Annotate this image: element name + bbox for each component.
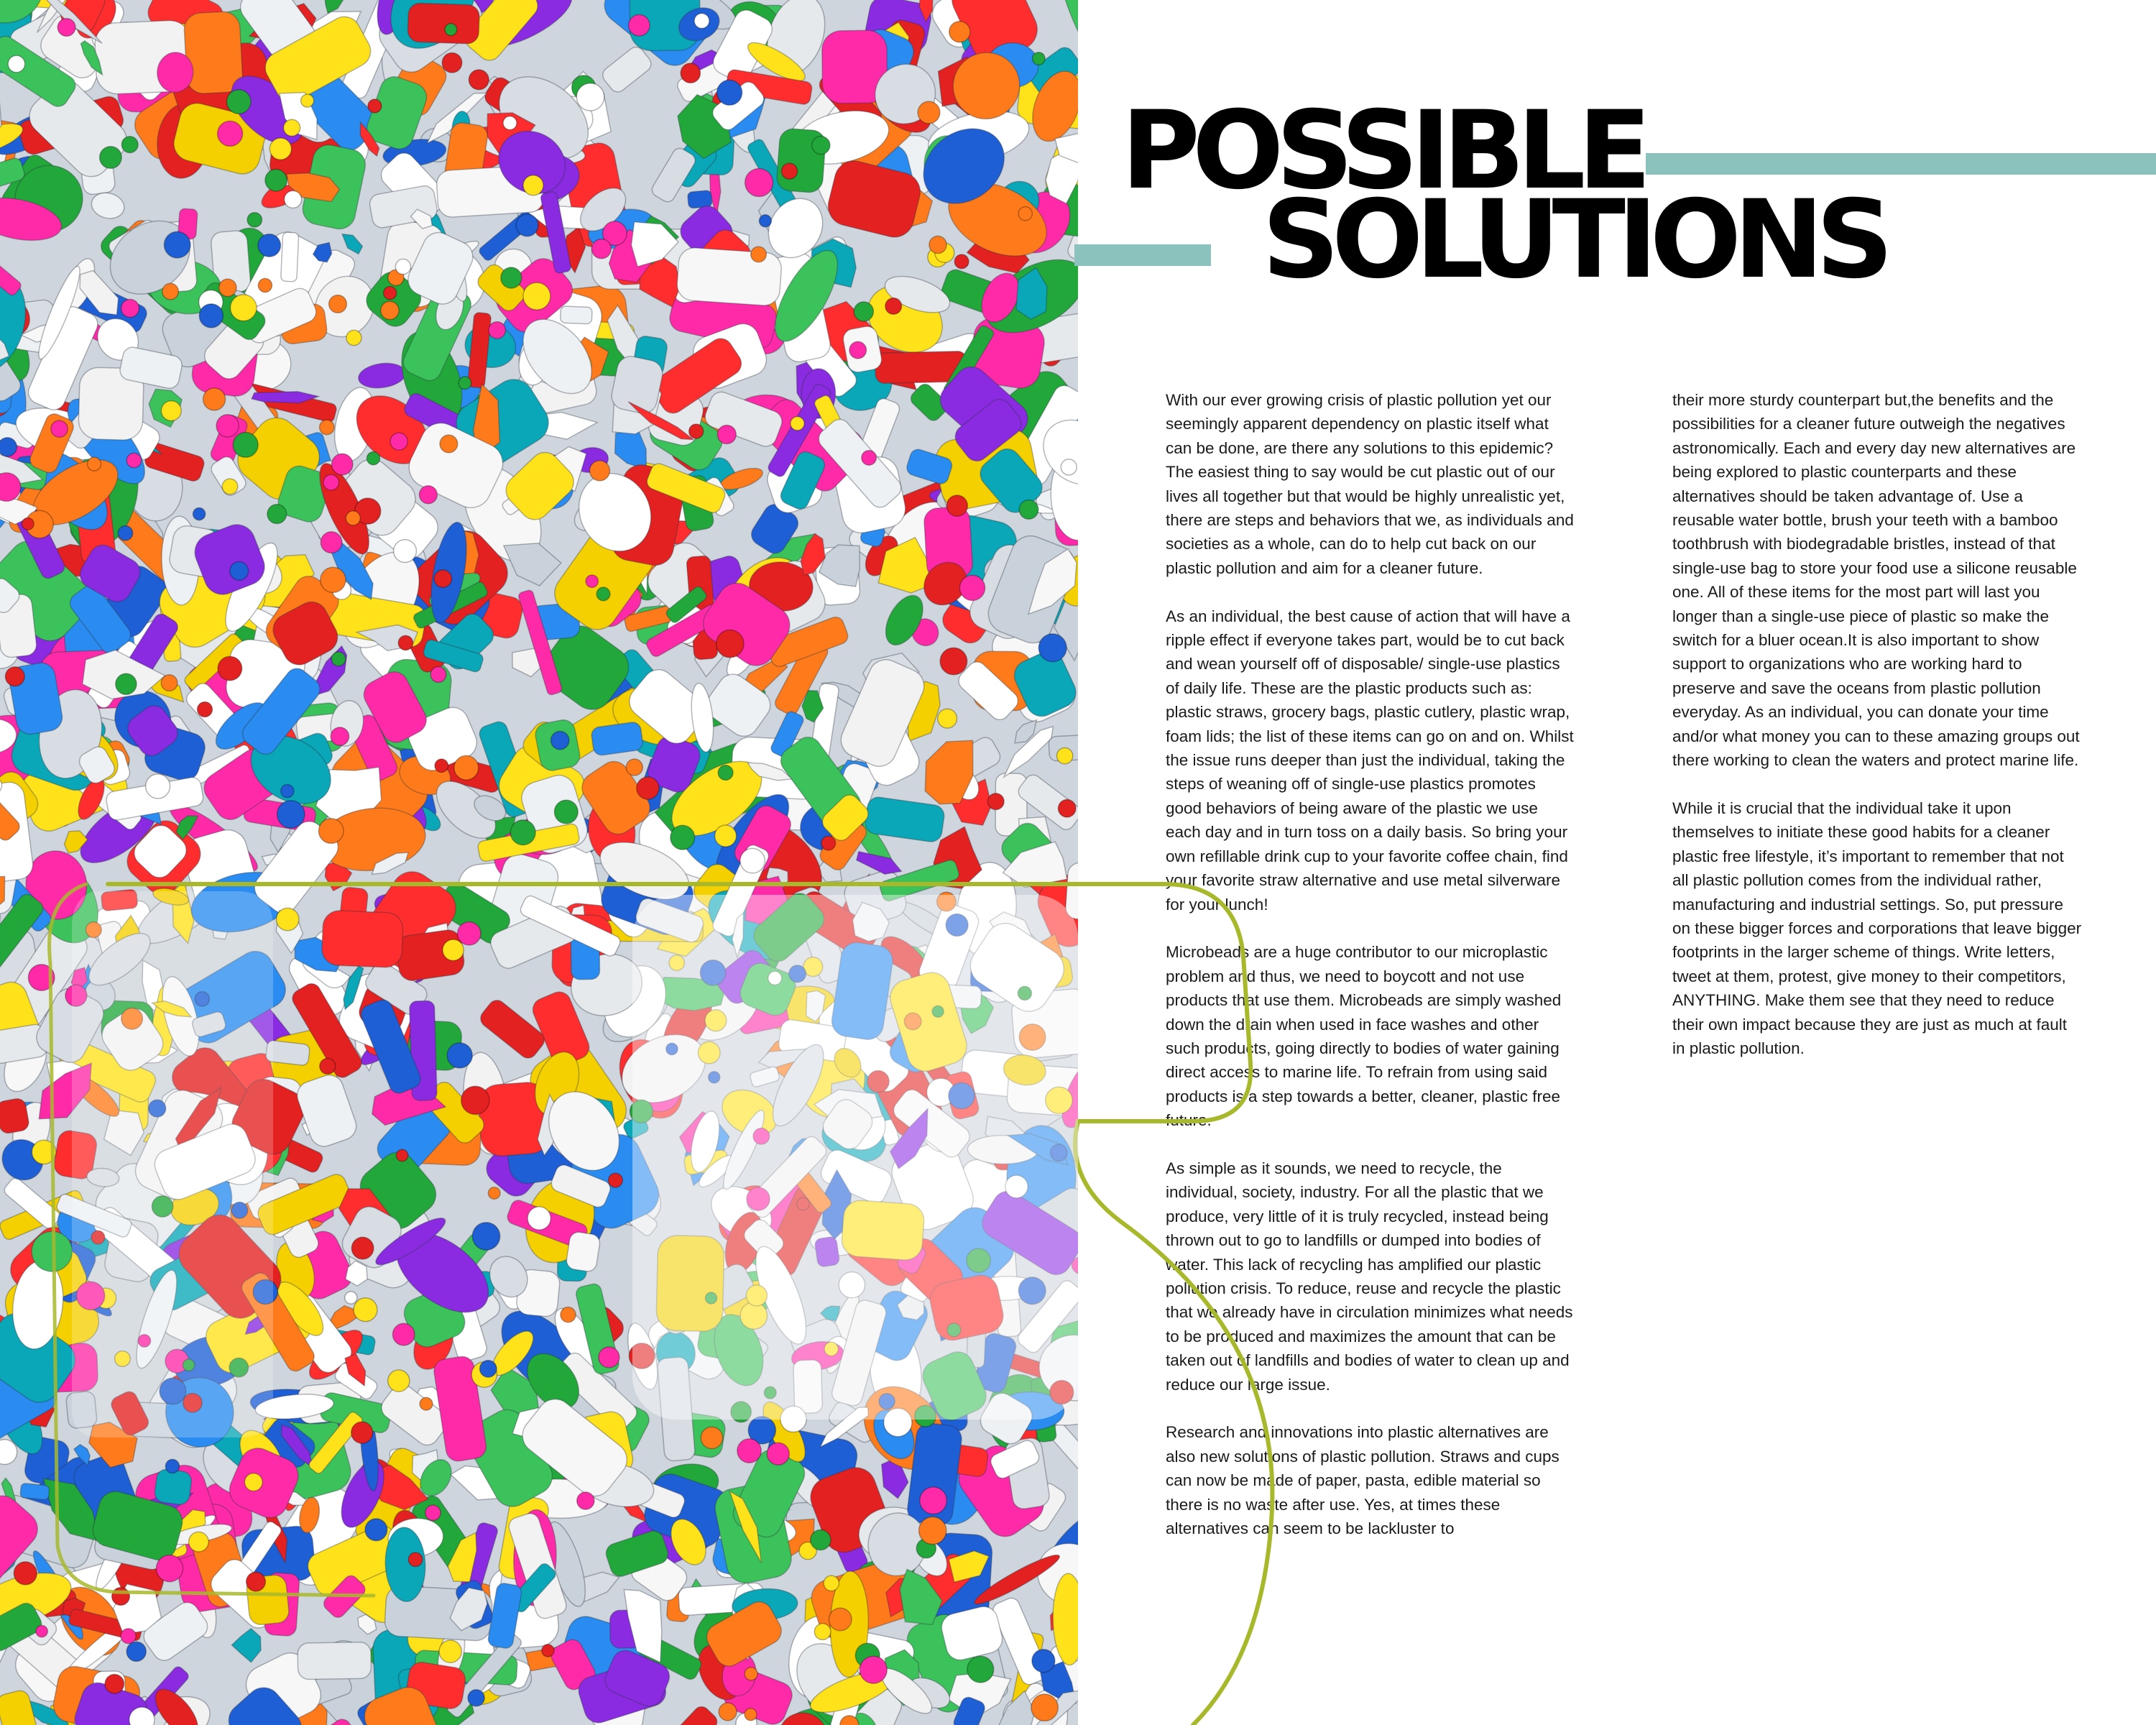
bottle-cap xyxy=(718,765,733,781)
bottle-cap xyxy=(195,992,209,1006)
bottle-cap xyxy=(454,755,479,780)
bottle-cap xyxy=(425,1505,441,1520)
bottle-cap xyxy=(1018,986,1031,1000)
bottle-cap xyxy=(183,1394,202,1412)
bottle-cap xyxy=(781,163,797,179)
bottle-cap xyxy=(1058,799,1076,817)
bottle-cap xyxy=(669,955,684,970)
bottle-cap xyxy=(161,401,181,421)
bottle-cap xyxy=(253,1279,277,1304)
bottle-cap xyxy=(694,14,709,29)
bottle-cap xyxy=(189,1532,209,1552)
plastic-item xyxy=(793,1360,823,1414)
bottle-cap xyxy=(1051,1144,1067,1161)
bottle-cap xyxy=(1050,1381,1074,1404)
bottle-cap xyxy=(954,254,969,269)
bottle-cap xyxy=(51,420,68,437)
bottle-cap xyxy=(233,433,258,458)
bottle-cap xyxy=(811,1530,831,1550)
bottle-cap xyxy=(919,1517,946,1544)
bottle-cap xyxy=(231,295,257,321)
bottle-cap xyxy=(198,702,213,717)
paragraph: Microbeads are a huge contributor to our microplastic problem and thus, we need to boycott and not use products that use them. Microbeads are simply washed down the drain when used in face washes and other such products, going directly to bodies of water gaining direct access to marine life. To refrain from using said products is a step towards a better, cleaner, plastic free future. xyxy=(1166,943,1562,1130)
bottle-cap xyxy=(218,656,242,681)
bottle-cap xyxy=(203,388,226,410)
bottle-cap xyxy=(112,1588,130,1606)
plastic-item xyxy=(281,232,299,282)
bottle-cap xyxy=(759,215,771,227)
bottle-cap xyxy=(458,922,481,945)
bottle-cap xyxy=(715,825,737,847)
bottle-cap xyxy=(797,1197,810,1210)
bottle-cap xyxy=(354,1298,377,1322)
bottle-cap xyxy=(586,575,598,587)
bottle-cap xyxy=(164,231,190,258)
bottle-cap xyxy=(320,420,334,434)
bottle-cap xyxy=(160,1378,186,1404)
bottle-cap xyxy=(267,505,287,524)
plastic-item xyxy=(154,1468,193,1506)
bottle-cap xyxy=(1005,1175,1028,1197)
bottle-cap xyxy=(717,426,736,444)
plastic-item xyxy=(841,1200,925,1261)
bottle-cap xyxy=(510,820,535,845)
bottle-cap xyxy=(442,53,462,73)
bottle-cap xyxy=(700,960,725,985)
bottle-cap xyxy=(596,587,610,601)
bottle-cap xyxy=(345,1292,357,1304)
bottle-cap xyxy=(285,190,302,208)
bottle-cap xyxy=(161,675,178,691)
bottle-cap xyxy=(681,63,700,83)
page-title xyxy=(1121,88,1886,303)
paragraph: As simple as it sounds, we need to recycle, the individual, society, industry. For all the plastic that we produce, very little of it is truly recycled, instead being thrown out to go to landfills or dumped into bodies of water. This lack of recycling has amplified our plastic pollution crisis. To reduce, reuse and recycle the plastic that we already have in circulation minimizes what needs to be produced and maximizes the amount that can be taken out of landfills and bodies of water to clean up and reduce our large issue. xyxy=(1166,1159,1573,1394)
bottle-cap xyxy=(91,1230,105,1244)
bottle-cap xyxy=(434,570,451,587)
plastic-item xyxy=(298,1642,372,1680)
bottle-cap xyxy=(57,19,75,37)
bottle-cap xyxy=(5,667,24,686)
bottle-cap xyxy=(321,567,346,592)
bottle-cap xyxy=(839,1272,865,1298)
bottle-cap xyxy=(523,175,543,196)
bottle-cap xyxy=(368,99,382,113)
bottle-cap xyxy=(731,1402,752,1422)
bottle-cap xyxy=(394,540,417,563)
bottle-cap xyxy=(528,1207,550,1230)
paragraph: their more sturdy counterpart but,the benefits and the possibilities for a cleaner future outweigh the negatives astronomically. Each and every day new alternatives are being explored to plastic counterparts and these alternatives should be taken advantage of. Use a reusable water bottle, brush your teeth with a bamboo toothbrush with biodegradable bristles, instead of that single-use bag to store your food use a silicone reusable one. All of these items for the most part will last you longer than a single-use piece of plastic so make the switch for a bluer ocean.It is also important to show support to organizations who are working hard to preserve and save the oceans from plastic pollution everyday. As an individual, you can donate your time and/or what money you can to these amazing groups out there working to clean the waters and protect marine life. xyxy=(1672,391,2080,770)
bottle-cap xyxy=(709,1072,720,1083)
bottle-cap xyxy=(216,415,239,437)
bottle-cap xyxy=(1038,634,1067,662)
bottle-cap xyxy=(577,1492,594,1509)
bottle-cap xyxy=(551,731,569,749)
bottle-cap xyxy=(915,1405,936,1427)
bottle-cap xyxy=(443,939,464,960)
bottle-cap xyxy=(398,635,413,650)
bottle-cap xyxy=(435,759,448,773)
bottle-cap xyxy=(121,137,138,153)
bottle-cap xyxy=(118,526,132,540)
bottle-cap xyxy=(829,1608,852,1631)
bottle-cap xyxy=(705,1292,717,1304)
bottle-cap xyxy=(321,532,342,553)
bottle-cap xyxy=(199,304,223,328)
bottle-cap xyxy=(390,433,407,450)
paragraph: As an individual, the best cause of action that will have a ripple effect if everyone takes part, would be to cut back and wean yourself off of disposable/ single-use plastics of daily life. These are the plastic products such as: plastic straws, grocery bags, plastic cutlery, plastic wrap, foam lids; the list of these items can go on and on. Whilst the issue runs deeper than just the individual, taking the steps of weaning off of single-use plastics promotes good behaviors of being aware of the plastic we use each day and in turn toss on a daily basis. So bring your own refillable drink cup to your favorite coffee chain, find your favorite straw alternative and use metal silverware for your lunch! xyxy=(1166,607,1574,914)
bottle-cap xyxy=(821,836,836,850)
bottle-cap xyxy=(331,652,346,666)
bottle-cap xyxy=(967,1248,990,1272)
bottle-cap xyxy=(459,377,471,390)
bottle-cap xyxy=(705,1010,727,1031)
bottle-cap xyxy=(867,1071,889,1092)
bottle-cap xyxy=(767,1443,789,1465)
bottle-cap xyxy=(116,673,137,694)
bottle-cap xyxy=(561,1307,576,1322)
bottle-cap xyxy=(270,138,291,160)
bottle-cap xyxy=(318,819,344,844)
bottle-cap xyxy=(461,1086,489,1114)
bottle-cap xyxy=(542,1644,554,1657)
bottle-cap xyxy=(126,1642,146,1661)
bottle-cap xyxy=(489,322,506,339)
bottle-cap xyxy=(439,1640,461,1662)
bottle-cap xyxy=(445,24,457,36)
bottle-cap xyxy=(469,70,489,90)
bottle-cap xyxy=(419,486,437,504)
bottle-cap xyxy=(885,298,902,315)
bottle-cap xyxy=(630,1100,653,1123)
bottle-cap xyxy=(576,83,604,111)
bottle-cap xyxy=(745,169,773,197)
bottle-cap xyxy=(247,1572,266,1591)
bottle-cap xyxy=(932,1006,944,1017)
plastic-item xyxy=(814,1236,840,1267)
bottle-cap xyxy=(408,1552,423,1567)
paragraph: With our ever growing crisis of plastic pollution yet our seemingly apparent dependency on plastic itself what can be done, are there any solutions to this epidemic? The easiest thing to say would be cut plastic out of our lives all together but that would be highly unrealistic yet, there are steps and behaviors that we, as individuals and societies as a whole, can do to help cut back on our plastic pollution and aim for a cleaner future. xyxy=(1166,391,1574,577)
bottle-cap xyxy=(523,282,550,310)
title-line-1: POSSIBLE xyxy=(1121,88,1644,213)
bottle-cap xyxy=(365,1519,387,1541)
bottle-cap xyxy=(814,1624,831,1640)
bottle-cap xyxy=(920,1487,947,1514)
bottle-cap xyxy=(395,259,410,274)
bottle-cap xyxy=(351,1237,374,1259)
bottle-cap xyxy=(717,80,742,105)
bottle-cap xyxy=(967,1656,994,1683)
bottle-cap xyxy=(8,55,24,72)
bottle-cap xyxy=(440,435,458,453)
bottle-cap xyxy=(284,119,300,136)
bottle-cap xyxy=(14,1562,37,1585)
bottle-cap xyxy=(231,1202,248,1219)
bottle-cap xyxy=(940,648,967,675)
bottle-cap xyxy=(854,302,873,321)
bottle-cap xyxy=(747,1187,770,1210)
bottle-cap xyxy=(77,1282,105,1310)
bottle-cap xyxy=(277,908,299,930)
bottle-cap xyxy=(791,417,804,431)
plastic-item xyxy=(591,722,644,757)
bottle-cap xyxy=(937,892,957,911)
bottle-cap xyxy=(384,287,397,300)
bottle-cap xyxy=(789,965,806,983)
bottle-cap xyxy=(320,1058,336,1074)
paragraph: Research and innovations into plastic alternatives are also new solutions of plastic pollution. Straws and cups can now be made of paper, pasta, edible material so there is no waste after use. Yes, at times these alternatives can seem to be lackluster to xyxy=(1166,1423,1560,1538)
bottle-cap xyxy=(860,1656,887,1683)
bottle-cap xyxy=(121,1629,136,1644)
bottle-cap xyxy=(1046,1087,1072,1113)
bottle-cap xyxy=(277,801,305,828)
bottle-cap xyxy=(28,965,55,991)
bottle-cap xyxy=(701,1427,722,1448)
bottle-cap xyxy=(138,1335,150,1347)
bottle-cap xyxy=(590,461,610,481)
bottle-cap xyxy=(100,147,122,169)
bottle-cap xyxy=(812,137,830,155)
bottle-cap xyxy=(740,848,765,873)
bottle-cap xyxy=(488,1187,500,1200)
bottle-cap xyxy=(88,457,101,471)
bottle-cap xyxy=(629,1343,655,1369)
plastic-item xyxy=(265,1040,310,1066)
bottle-cap xyxy=(745,1668,757,1680)
bottle-cap xyxy=(281,785,294,798)
bottle-cap xyxy=(162,283,179,300)
bottle-cap xyxy=(472,1223,499,1250)
bottle-cap xyxy=(949,22,970,42)
bottle-cap xyxy=(745,1708,757,1721)
bottle-cap xyxy=(346,330,361,345)
bottle-cap xyxy=(862,451,877,466)
bottle-cap xyxy=(768,971,782,985)
bottle-cap xyxy=(367,452,379,465)
bottle-cap xyxy=(0,438,17,456)
body-column-left xyxy=(1166,388,1575,1565)
bottle-cap xyxy=(904,1013,921,1030)
bottle-cap xyxy=(554,800,578,824)
bottle-cap xyxy=(430,667,446,683)
bottle-cap xyxy=(219,279,236,296)
bottle-cap xyxy=(332,454,353,474)
body-column-right xyxy=(1672,388,2082,1085)
bottle-cap xyxy=(22,518,34,530)
bottle-cap xyxy=(218,121,243,146)
bottle-cap xyxy=(946,495,967,516)
bottle-cap xyxy=(599,1347,619,1368)
plastic-item xyxy=(183,11,243,94)
bottle-cap xyxy=(447,1043,472,1068)
title-line-2: SOLUTIONS xyxy=(1262,178,1886,303)
bottle-cap xyxy=(146,774,170,799)
plastic-item xyxy=(407,3,480,44)
bottle-cap xyxy=(1056,748,1072,763)
bottle-cap xyxy=(516,214,538,236)
bottle-cap xyxy=(987,794,1004,810)
bottle-cap xyxy=(323,474,339,490)
bottle-cap xyxy=(392,1323,415,1346)
bottle-cap xyxy=(753,1128,770,1145)
bottle-cap xyxy=(746,1285,767,1306)
bottle-cap xyxy=(629,14,650,36)
bottle-cap xyxy=(230,562,249,581)
paragraph: While it is crucial that the individual take it upon themselves to initiate these good habits for a cleaner plastic free lifestyle, it’s important to remember that not all plastic pollution comes from the individual rather, manufacturing and industrial settings. So, put pressure on these bigger forces and corporations that leave bigger footprints in the larger scheme of things. Write letters, tweet at them, protest, give money to their competitors, ANYTHING. Make them see that they need to reduce their own impact because they are just as much at fault in plastic pollution. xyxy=(1672,799,2082,1057)
plastic-item xyxy=(101,889,137,911)
bottle-cap xyxy=(229,1358,248,1376)
bottle-cap xyxy=(388,1370,410,1392)
bottle-cap xyxy=(126,453,141,467)
bottle-cap xyxy=(737,1439,761,1463)
bottle-cap xyxy=(824,1576,839,1591)
bottle-cap xyxy=(949,1082,975,1108)
bottle-cap xyxy=(183,1359,194,1371)
bottle-cap xyxy=(698,1041,720,1064)
plastic-item xyxy=(561,306,593,324)
bottle-cap xyxy=(351,1422,373,1443)
bottle-cap xyxy=(717,630,744,657)
plastic-item xyxy=(656,1235,724,1331)
bottle-cap xyxy=(480,1361,497,1378)
plastic-item xyxy=(65,1391,97,1429)
bottle-cap xyxy=(689,424,704,438)
bottle-cap xyxy=(420,1397,433,1410)
bottle-cap xyxy=(115,1351,131,1367)
bottle-cap xyxy=(671,825,695,850)
bottle-cap xyxy=(226,90,251,114)
plastic-item xyxy=(20,1483,50,1500)
bottle-cap xyxy=(1031,1694,1058,1721)
bottle-cap xyxy=(591,239,611,259)
bottle-cap xyxy=(165,1459,179,1473)
bottle-cap xyxy=(884,1408,912,1436)
bottle-cap xyxy=(666,1043,678,1054)
bottle-cap xyxy=(329,295,347,313)
bottle-cap xyxy=(824,1342,838,1356)
plastic-item xyxy=(566,1231,602,1273)
bottle-cap xyxy=(105,1675,124,1694)
bottle-cap xyxy=(86,922,101,938)
bottle-cap xyxy=(265,170,287,191)
bottle-cap xyxy=(193,508,206,520)
bottle-cap xyxy=(468,1690,484,1706)
bottle-cap xyxy=(1061,459,1077,475)
bottle-cap xyxy=(740,1302,768,1330)
bottle-cap xyxy=(121,1008,143,1030)
bottle-cap xyxy=(222,479,238,494)
bottle-cap xyxy=(65,985,87,1006)
bottle-cap xyxy=(946,914,968,937)
bottle-cap xyxy=(503,116,517,130)
bottle-cap xyxy=(1033,52,1046,65)
bottle-cap xyxy=(1019,1024,1046,1051)
bottle-cap xyxy=(1018,1277,1046,1305)
plastic-item xyxy=(321,910,403,968)
bottle-cap xyxy=(346,511,360,525)
bottle-cap xyxy=(959,575,985,600)
bottle-cap xyxy=(152,1196,172,1217)
bottle-cap xyxy=(258,234,281,257)
bottle-cap xyxy=(719,1703,737,1721)
bottle-cap xyxy=(879,1394,895,1409)
bottle-cap xyxy=(1019,500,1038,520)
bottle-cap xyxy=(764,1386,776,1399)
bottle-cap xyxy=(244,1473,262,1491)
bottle-cap xyxy=(1032,1650,1055,1673)
bottle-cap xyxy=(929,236,946,253)
bottle-cap xyxy=(258,278,272,292)
bottle-cap xyxy=(637,777,659,799)
bottle-cap xyxy=(156,1555,183,1582)
bottle-cap xyxy=(626,759,642,776)
bottle-cap xyxy=(121,299,139,317)
bottle-cap xyxy=(918,101,940,124)
bottle-cap xyxy=(938,709,957,728)
bottle-cap xyxy=(149,1100,166,1117)
bottle-cap xyxy=(301,94,314,107)
bottle-cap xyxy=(751,247,767,262)
bottle-cap xyxy=(780,1406,806,1432)
bottle-cap xyxy=(32,1140,55,1164)
bottle-cap xyxy=(381,301,399,319)
bottle-cap xyxy=(396,1149,408,1162)
bottle-cap xyxy=(36,1625,47,1637)
bottle-cap xyxy=(1018,207,1032,221)
bottle-cap xyxy=(247,213,262,227)
bottle-cap xyxy=(947,1323,961,1337)
bottle-cap xyxy=(331,727,349,745)
bottle-cap xyxy=(849,341,867,359)
bottle-cap xyxy=(501,267,522,288)
bottle-cap xyxy=(609,1173,623,1187)
